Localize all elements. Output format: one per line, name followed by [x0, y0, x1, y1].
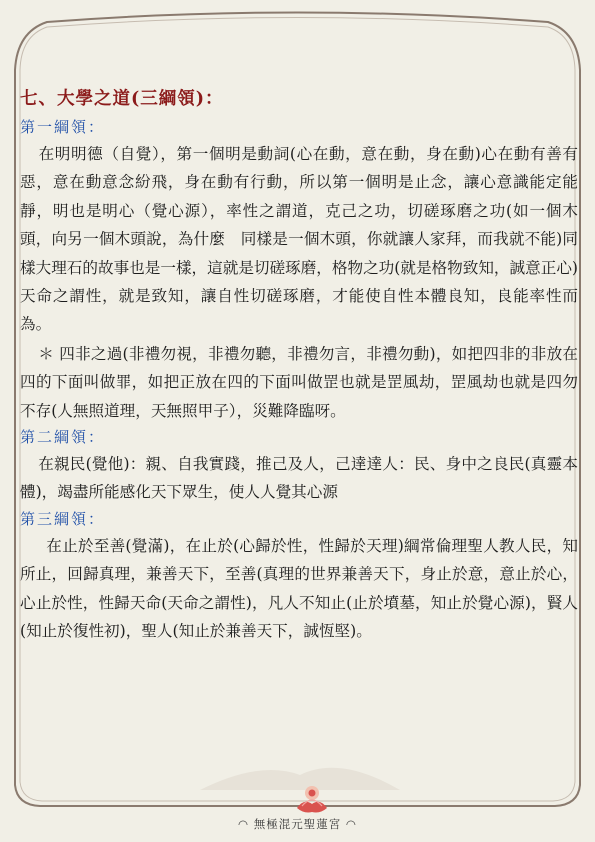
right-scroll-ornament: ◠ — [341, 817, 357, 831]
first-principle-heading: 第一綱領： — [20, 118, 106, 136]
third-principle-paragraph: 在止於至善(覺滿)，在止於(心歸於性，性歸於天理)綱常倫理聖人教人民，知所止，回歸真理，兼善天下，至善(真理的世界兼善天下，身止於意，意止於心，心止於性，性歸天命(天命之謂性)，凡人不知止(止於墳墓，知止於覺心源)，賢人(知止於復性初)，聖人(知止於兼善天下，誠恆堅)。 — [20, 536, 578, 641]
second-principle-heading: 第二綱領： — [20, 428, 106, 447]
section-title: 七、大學之道(三綱領)： — [20, 89, 224, 109]
four-prohibitions-paragraph: ＊ 四非之過(非禮勿視，非禮勿聽，非禮勿言，非禮勿動)，如把四非的非放在四的下面叫做罪，如把正放在四的下面叫做罡也就是罡風劫，罡風劫也就是四勿不存(人無照道理，天無照甲子），災難降臨呀。 — [20, 344, 578, 420]
third-principle-heading: 第三綱領： — [20, 509, 106, 528]
first-principle-paragraph: 在明明德（自覺），第一個明是動詞(心在動，意在動，身在動)心在動有善有惡，意在動意念紛飛，身在動有行動，所以第一個明是止念，讓心意識能定能靜，明也是明心（覺心源），率性之謂道，克己之功，切磋琢磨之功(如一個木頭，向另一個木頭說，為什麼 同樣是一個木頭，你就讓人家拜，而我就不能)同樣大理石的故事也是一樣，這就是切磋琢磨，格物之功(就是格物致知，誠意正心)天命之謂性，就是致知，讓自性切磋琢磨，才能使自性本體良知，良能率性而為。 — [20, 145, 578, 334]
footer — [0, 784, 595, 836]
left-scroll-ornament: ◠ — [238, 817, 254, 831]
content-area — [20, 86, 578, 646]
second-principle-paragraph: 在親民(覺他)：親、自我實踐，推己及人，己達達人：民、身中之良民(真靈本體)，竭盡所能感化天下眾生，使人人覺其心源 — [20, 455, 578, 502]
footer-temple-name: ◠ 無極混元聖蓮宮 ◠ — [238, 817, 357, 831]
lotus-deity-icon — [0, 784, 595, 818]
